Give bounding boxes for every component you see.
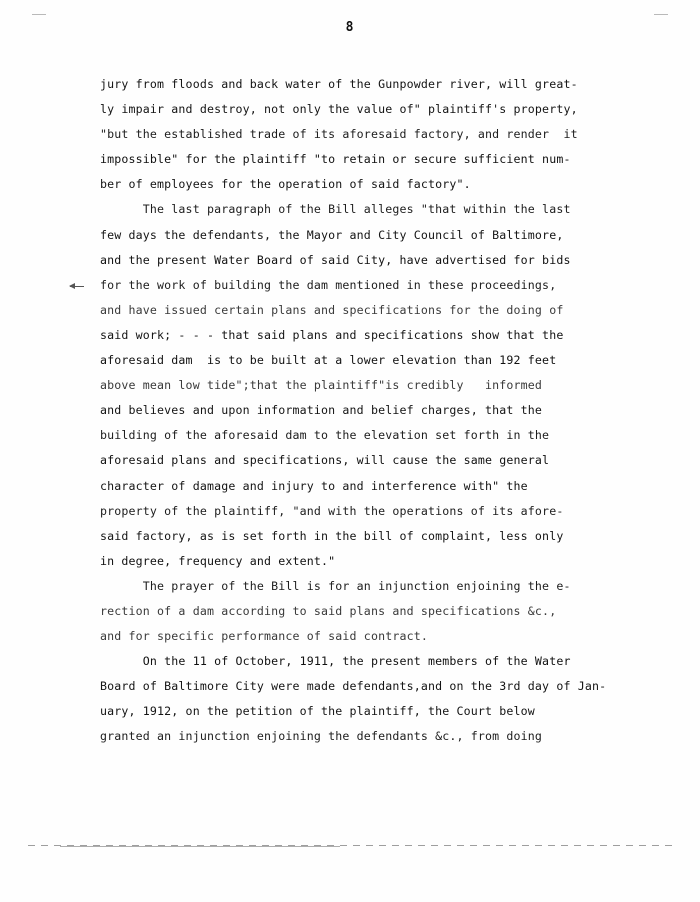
- text-line: Board of Baltimore City were made defendants,and on the 3rd day of Jan-: [100, 679, 607, 694]
- text-line: and for specific performance of said contract.: [100, 629, 428, 644]
- text-line: and believes and upon information and belief charges, that the: [100, 403, 543, 418]
- text-line: said work; - - - that said plans and specifications show that the: [100, 327, 564, 342]
- text-line: character of damage and injury to and interference with" the: [100, 478, 528, 493]
- text-line: ly impair and destroy, not only the value of" plaintiff's property,: [100, 102, 578, 117]
- text-line: in degree, frequency and extent.": [100, 553, 336, 568]
- text-line: above mean low tide";that the plaintiff"is credibly informed: [100, 378, 543, 393]
- text-line: "but the established trade of its aforesaid factory, and render it: [100, 127, 578, 142]
- text-line: On the 11 of October, 1911, the present members of the Water: [100, 654, 571, 669]
- text-line: property of the plaintiff, "and with the operations of its afore-: [100, 503, 564, 518]
- document-body: [100, 72, 660, 750]
- margin-arrow-mark: [70, 286, 84, 287]
- text-line: granted an injunction enjoining the defendants &c., from doing: [100, 729, 543, 744]
- text-line: The last paragraph of the Bill alleges "that within the last: [100, 202, 571, 217]
- page-edge-mark-top-right: [654, 14, 668, 15]
- text-line: rection of a dam according to said plans and specifications &c.,: [100, 603, 557, 618]
- text-line: and the present Water Board of said City, have advertised for bids: [100, 252, 571, 267]
- text-line: ber of employees for the operation of said factory".: [100, 177, 471, 192]
- text-line: said factory, as is set forth in the bill of complaint, less only: [100, 528, 564, 543]
- page-edge-mark-top-left: [32, 14, 46, 15]
- text-line: few days the defendants, the Mayor and City Council of Baltimore,: [100, 227, 564, 242]
- text-line: impossible" for the plaintiff "to retain or secure sufficient num-: [100, 152, 571, 167]
- page-number: 8: [345, 20, 355, 35]
- text-line: and have issued certain plans and specifications for the doing of: [100, 302, 564, 317]
- text-line: for the work of building the dam mentioned in these proceedings,: [100, 277, 557, 292]
- text-line: building of the aforesaid dam to the elevation set forth in the: [100, 428, 550, 443]
- text-line: The prayer of the Bill is for an injunction enjoining the e-: [100, 578, 571, 593]
- text-line: aforesaid dam is to be built at a lower elevation than 192 feet: [100, 353, 557, 368]
- page-bottom-rule-segment: [60, 846, 340, 847]
- text-line: uary, 1912, on the petition of the plaintiff, the Court below: [100, 704, 535, 719]
- text-line: jury from floods and back water of the Gunpowder river, will great-: [100, 77, 578, 91]
- text-line: aforesaid plans and specifications, will cause the same general: [100, 453, 550, 468]
